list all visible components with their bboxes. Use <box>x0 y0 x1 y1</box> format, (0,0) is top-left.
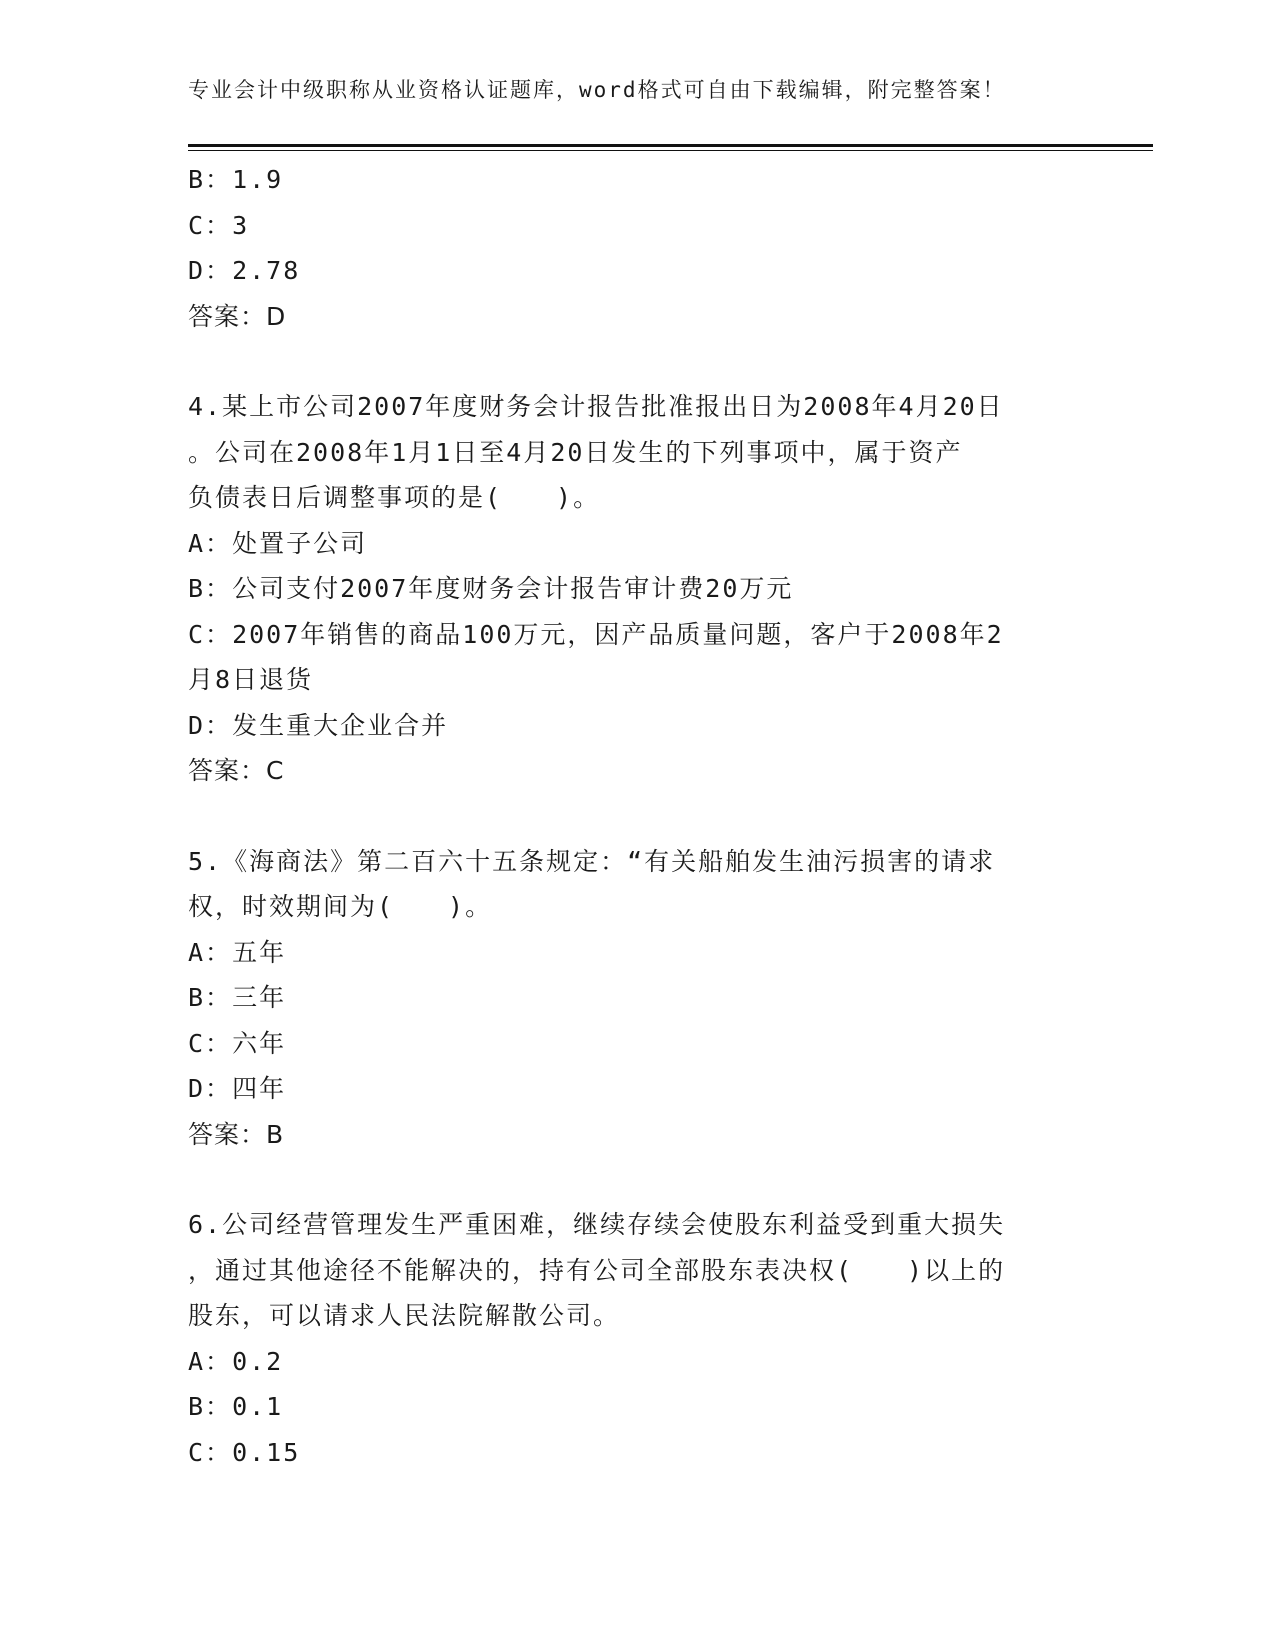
option-d <box>188 248 1068 294</box>
option-text: 2.78 <box>232 256 301 285</box>
question-stem-line: 负债表日后调整事项的是( )。 <box>188 483 601 512</box>
option-text: 月8日退货 <box>188 665 314 694</box>
option-label: C： <box>188 1028 233 1058</box>
option-c-continued <box>188 657 1068 703</box>
option-text: 三年 <box>232 983 287 1012</box>
question-6 <box>188 1202 1068 1475</box>
header-rule-thin <box>188 150 1153 151</box>
option-label: D： <box>188 256 233 285</box>
option-text: 0.15 <box>232 1437 301 1467</box>
option-b <box>188 566 1068 612</box>
option-b <box>188 975 1068 1021</box>
option-label: B： <box>188 165 233 194</box>
option-text: 1.9 <box>232 165 284 194</box>
option-c <box>188 1021 1068 1067</box>
option-label: A： <box>188 528 233 558</box>
option-a <box>188 1339 1068 1385</box>
question-4 <box>188 384 1068 794</box>
option-label: B： <box>188 983 233 1012</box>
question-stem-line: 6.公司经营管理发生严重困难，继续存续会使股东利益受到重大损失 <box>188 1210 1006 1239</box>
option-text: 四年 <box>232 1074 287 1103</box>
option-text: 2007年销售的商品100万元，因产品质量问题，客户于2008年2 <box>232 619 1004 649</box>
option-text: 0.1 <box>232 1392 284 1421</box>
page-header: 专业会计中级职称从业资格认证题库，word格式可自由下载编辑，附完整答案！ <box>188 78 1006 102</box>
question-stem-line: ，通过其他途径不能解决的，持有公司全部股东表决权( )以上的 <box>188 1255 1006 1285</box>
header-rule-thick <box>188 144 1153 147</box>
option-a <box>188 930 1068 976</box>
option-label: D： <box>188 710 233 740</box>
question-stem-line: 5.《海商法》第二百六十五条规定：“有关船舶发生油污损害的请求 <box>188 846 996 876</box>
option-label: C： <box>188 210 233 240</box>
document-body <box>188 157 1068 1475</box>
option-text: 0.2 <box>232 1346 284 1376</box>
question-stem-line: 。公司在2008年1月1日至4月20日发生的下列事项中，属于资产 <box>188 437 963 467</box>
option-label: C： <box>188 619 233 649</box>
option-label: A： <box>188 1346 233 1376</box>
option-label: D： <box>188 1074 233 1103</box>
option-text: 发生重大企业合并 <box>232 710 449 740</box>
question-stem-line: 股东，可以请求人民法院解散公司。 <box>188 1301 621 1330</box>
option-text: 3 <box>232 210 250 240</box>
answer: 答案：B <box>188 1119 285 1149</box>
option-c <box>188 1430 1068 1476</box>
option-a <box>188 521 1068 567</box>
option-text: 处置子公司 <box>232 528 368 558</box>
option-d <box>188 1066 1068 1112</box>
question-stem-line: 4.某上市公司2007年度财务会计报告批准报出日为2008年4月20日 <box>188 392 1004 421</box>
option-text: 公司支付2007年度财务会计报告审计费20万元 <box>232 574 794 603</box>
option-text: 六年 <box>232 1028 287 1058</box>
option-label: B： <box>188 1392 233 1421</box>
option-d <box>188 703 1068 749</box>
answer: 答案：D <box>188 301 287 331</box>
option-label: C： <box>188 1437 233 1467</box>
option-c <box>188 203 1068 249</box>
option-b <box>188 1384 1068 1430</box>
option-c <box>188 612 1068 658</box>
question-5 <box>188 839 1068 1158</box>
option-label: B： <box>188 574 233 603</box>
option-text: 五年 <box>232 937 287 967</box>
option-label: A： <box>188 937 233 967</box>
question-3-tail <box>188 157 1068 339</box>
answer: 答案：C <box>188 756 285 785</box>
option-b <box>188 157 1068 203</box>
question-stem-line: 权，时效期间为( )。 <box>188 892 493 921</box>
